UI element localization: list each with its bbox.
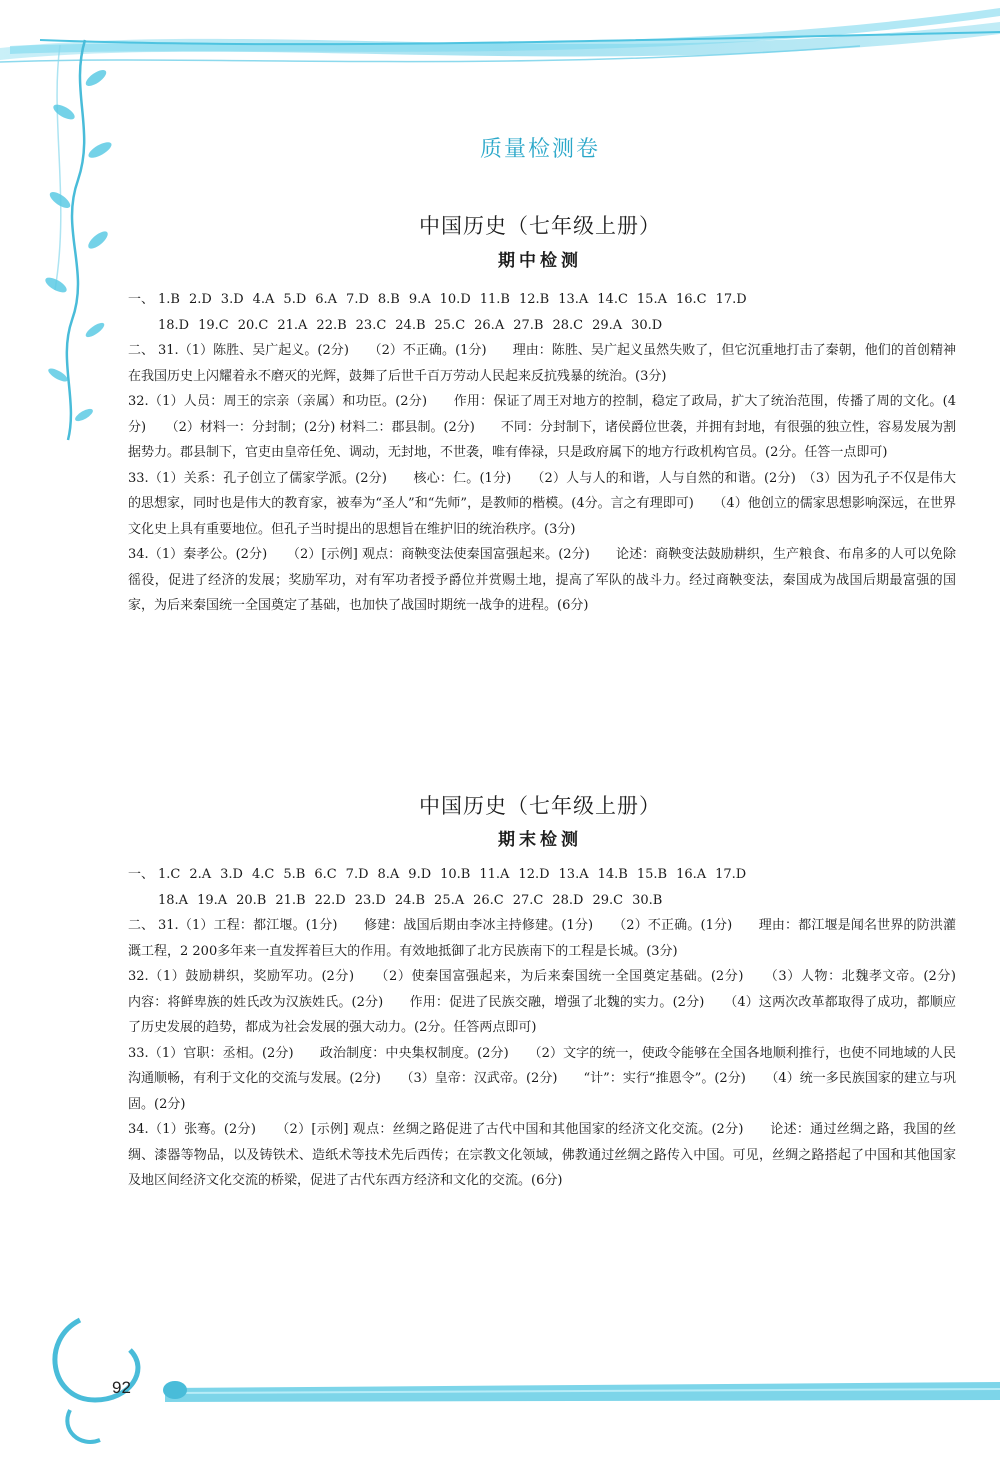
mcq-answer: 29.A xyxy=(592,317,623,333)
mcq-label: 一、 xyxy=(128,292,155,307)
mcq-answer: 19.C xyxy=(198,317,229,333)
mcq-answer: 9.A xyxy=(408,292,431,307)
mcq-answer: 18.A xyxy=(158,892,189,908)
answer-q33: 33.（1）官职：丞相。(2分) 政治制度：中央集权制度。(2分) （2）文字的统一，使政令能够在全国各地顺利推行，也使不同地域的人民沟通顺畅，有利于文化的交流与发展。(2分) （3）皇帝：汉武帝。(2分) “计”：实行“推恩令”。(2分) （4）统一多民族国家的建立与巩固。(2分) xyxy=(128,1045,956,1112)
answer-q31 xyxy=(128,338,956,389)
mcq-answer: 17.D xyxy=(715,292,747,307)
mcq-answer: 29.C xyxy=(592,892,624,908)
mcq-answer: 25.C xyxy=(434,317,466,333)
mcq-answer: 3.D xyxy=(220,292,244,307)
mcq-answer: 15.A xyxy=(636,292,667,307)
answer-text: 31.（1）陈胜、吴广起义。(2分) （2）不正确。(1分) 理由：陈胜、吴广起义虽然失败了，但它沉重地打击了秦朝，他们的首创精神在我国历史上闪耀着永不磨灭的光辉，鼓舞了后世千百万劳动人民起来反抗残暴的统治。(3分) xyxy=(128,343,956,384)
mcq-answer: 10.D xyxy=(439,292,471,307)
mcq-answer: 19.A xyxy=(197,892,228,908)
mcq-answer: 1.C xyxy=(158,867,181,882)
section-subtitle-final: 期末检测 xyxy=(498,830,582,850)
answer-text: 31.（1）工程：都江堰。(1分) 修建：战国后期由李冰主持修建。(1分) （2）不正确。(1分) 理由：都江堰是闻名世界的防洪灌溉工程，2 200多年来一直发挥着巨大的作用。有效地抵御了北方民族南下的工程是长城。(3分) xyxy=(128,918,956,959)
section-subtitle-midterm: 期中检测 xyxy=(498,251,582,271)
answer-q34: 34.（1）秦孝公。(2分) （2）[示例] 观点：商鞅变法使秦国富强起来。(2分) 论述：商鞅变法鼓励耕织，生产粮食、布帛多的人可以免除徭役，促进了经济的发展；奖励军功，对有军功者授予爵位并赏赐土地，提高了军队的战斗力。经过商鞅变法，秦国成为战国后期最富强的国家，为后来秦国统一全国奠定了基础，也加快了战国时期统一战争的进程。(6分) xyxy=(128,547,956,613)
mcq-answer: 23.D xyxy=(354,892,386,908)
mcq-answer: 24.B xyxy=(395,317,426,333)
mcq-answer: 15.B xyxy=(636,867,668,882)
section-title-final: 中国历史（七年级上册） xyxy=(419,794,661,818)
mcq-answer: 13.A xyxy=(558,292,589,307)
mcq-answer: 27.B xyxy=(513,317,544,333)
mcq-answer: 21.B xyxy=(275,892,306,908)
mcq-row xyxy=(128,862,956,888)
mcq-answer: 28.C xyxy=(552,317,584,333)
mcq-answer: 25.A xyxy=(434,892,465,908)
mcq-answer: 30.B xyxy=(632,892,663,908)
mcq-answer: 5.D xyxy=(283,292,307,307)
mcq-answer: 26.A xyxy=(474,317,505,333)
answer-q32: 32.（1）人员：周王的宗亲（亲属）和功臣。(2分) 作用：保证了周王对地方的控制，稳定了政局，扩大了统治范围，传播了周的文化。(4分) （2）材料一：分封制；(2分) 材料二：郡县制。(2分) 不同：分封制下，诸侯爵位世袭，并拥有封地，有很强的独立性，容易发展为割据势力。郡县制下，官吏由皇帝任免、调动，无封地，不世袭，唯有俸禄，只是政府属下的地方行政机构官员。(2分。任答一点即可) xyxy=(128,394,956,460)
mcq-row xyxy=(128,313,956,339)
mcq-answer: 1.B xyxy=(158,292,180,307)
answer-q32: 32.（1）鼓励耕织，奖励军功。(2分) （2）使秦国富强起来，为后来秦国统一全国奠定基础。(2分) （3）人物：北魏孝文帝。(2分) 内容：将鲜卑族的姓氏改为汉族姓氏。(2分) 作用：促进了民族交融，增强了北魏的实力。(2分) （4）这两次改革都取得了成功，都顺应了历史发展的趋势，都成为社会发展的强大动力。(2分。任答两点即可) xyxy=(128,969,983,1035)
mcq-answer: 8.A xyxy=(377,867,400,882)
mcq-answer: 22.D xyxy=(314,892,346,908)
mcq-answer: 8.B xyxy=(377,292,400,307)
answer-q33: 33.（1）关系：孔子创立了儒家学派。(2分) 核心：仁。(1分) （2）人与人的和谐，人与自然的和谐。(2分) （3）因为孔子不仅是伟大的思想家，同时也是伟大的教育家，被奉为“圣人”和“先师”，是教师的楷模。(4分。言之有理即可) （4）他创立的儒家思想影响深远，在世界文化史上具有重要地位。但孔子当时提出的思想旨在维护旧的统治秩序。(3分) xyxy=(128,470,956,537)
mcq-row xyxy=(128,287,956,313)
mcq-answer: 12.D xyxy=(518,867,550,882)
mcq-answer: 30.D xyxy=(631,317,663,333)
mcq-answer: 24.B xyxy=(394,892,426,908)
mcq-answer: 17.D xyxy=(715,867,747,882)
answer-q31 xyxy=(128,913,956,964)
mcq-answer: 3.D xyxy=(220,867,243,882)
mcq-answer: 7.D xyxy=(345,867,369,882)
mcq-answer: 27.C xyxy=(512,892,544,908)
mcq-answer: 26.C xyxy=(473,892,504,908)
page-number: 92 xyxy=(112,1378,131,1397)
mcq-answer: 16.C xyxy=(675,292,707,307)
part2-label: 二、 xyxy=(128,918,155,933)
mcq-answer: 4.A xyxy=(252,292,275,307)
mcq-answer: 18.D xyxy=(158,317,190,333)
mcq-answer: 16.A xyxy=(676,867,707,882)
mcq-answer: 10.B xyxy=(440,867,471,882)
mcq-row xyxy=(128,888,956,914)
mcq-answer: 12.B xyxy=(518,292,550,307)
mcq-answer: 13.A xyxy=(558,867,589,882)
mcq-answer: 22.B xyxy=(316,317,347,333)
mcq-answer: 21.A xyxy=(277,317,308,333)
mcq-answer: 4.C xyxy=(251,867,275,882)
part2-label: 二、 xyxy=(128,343,155,358)
section-title-midterm: 中国历史（七年级上册） xyxy=(419,214,661,238)
midterm-answers xyxy=(128,287,956,619)
page-title: 质量检测卷 xyxy=(479,137,600,162)
mcq-answer: 9.D xyxy=(408,867,432,882)
mcq-answer: 14.B xyxy=(597,867,628,882)
mcq-answer: 7.D xyxy=(346,292,369,307)
final-answers xyxy=(128,862,983,1194)
answer-q34: 34.（1）张骞。(2分) （2）[示例] 观点：丝绸之路促进了古代中国和其他国家的经济文化交流。(2分) 论述：通过丝绸之路，我国的丝绸、漆器等物品，以及铸铁术、造纸术等技术先后西传；在宗教文化领域，佛教通过丝绸之路传入中国。可见，丝绸之路搭起了中国和其他国家及地区间经济文化交流的桥梁，促进了古代东西方经济和文化的交流。(6分) xyxy=(128,1122,956,1188)
mcq-answer: 2.A xyxy=(189,867,212,882)
mcq-answer: 11.B xyxy=(479,292,510,307)
mcq-answer: 20.C xyxy=(237,317,269,333)
mcq-answer: 28.D xyxy=(552,892,584,908)
mcq-answer: 20.B xyxy=(236,892,267,908)
mcq-answer: 23.C xyxy=(355,317,387,333)
mcq-answer: 6.C xyxy=(314,867,337,882)
mcq-answer: 11.A xyxy=(479,867,510,882)
mcq-answer: 2.D xyxy=(188,292,212,307)
mcq-answer: 14.C xyxy=(597,292,628,307)
mcq-label: 一、 xyxy=(128,867,155,882)
mcq-answer: 5.B xyxy=(283,867,306,882)
mcq-answer: 6.A xyxy=(315,292,338,307)
